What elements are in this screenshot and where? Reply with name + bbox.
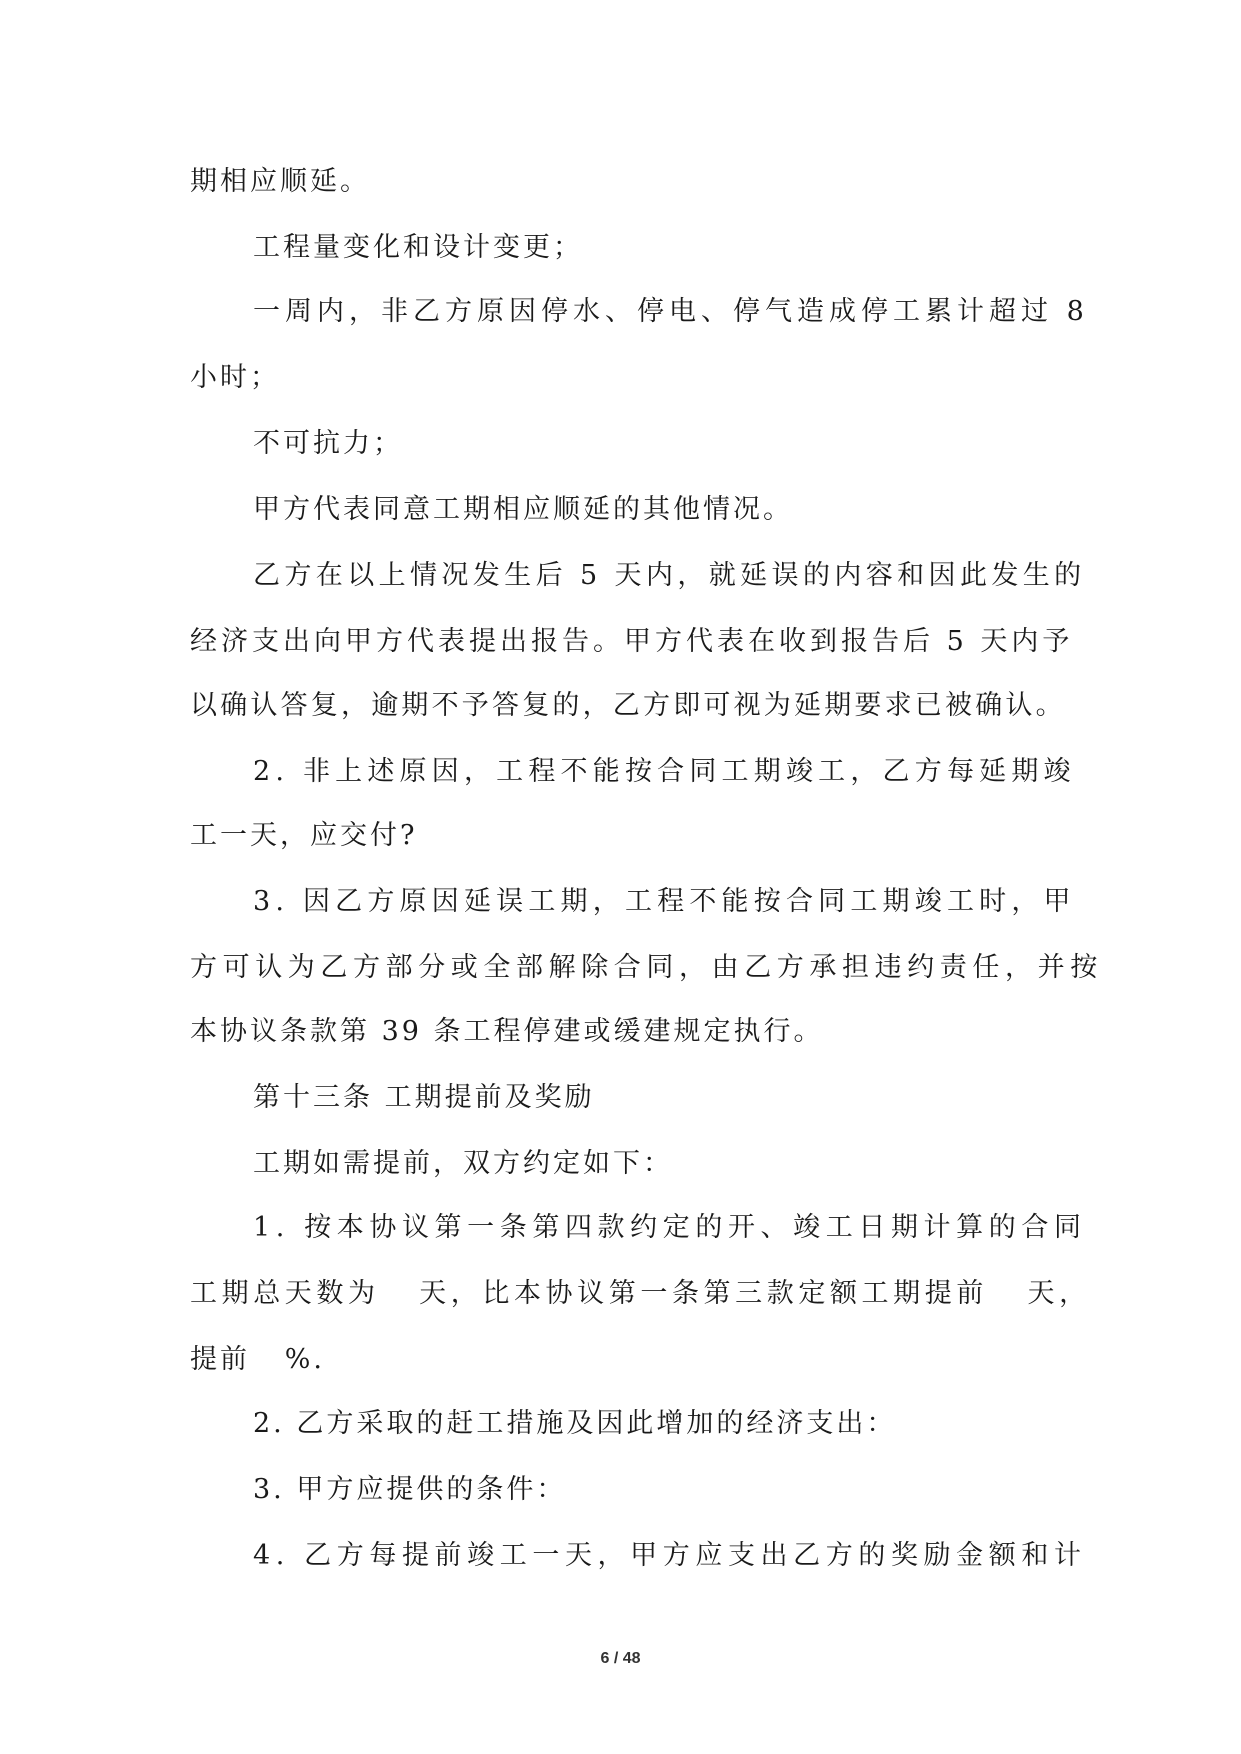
section-heading: 第十三条 工期提前及奖励: [253, 1082, 595, 1113]
text-line: 3. 因乙方原因延误工期，工程不能按合同工期竣工时，甲: [253, 886, 1076, 917]
text-line: 提前 %.: [190, 1344, 325, 1375]
page-number: 6 / 48: [600, 1650, 641, 1667]
text-line: 方可认为乙方部分或全部解除合同，由乙方承担违约责任，并按: [190, 952, 1103, 983]
text-line: 不可抗力；: [253, 428, 403, 459]
text-line: 2. 非上述原因，工程不能按合同工期竣工，乙方每延期竣: [253, 756, 1076, 787]
text-line: 3. 甲方应提供的条件：: [253, 1474, 567, 1505]
text-line: 工期总天数为 天，比本协议第一条第三款定额工期提前 天，: [190, 1278, 1091, 1309]
text-line: 期相应顺延。: [190, 166, 370, 197]
text-line: 小时；: [190, 362, 280, 393]
text-line: 本协议条款第 39 条工程停建或缓建规定执行。: [190, 1016, 824, 1047]
text-line: 甲方代表同意工期相应顺延的其他情况。: [253, 494, 793, 525]
text-line: 4. 乙方每提前竣工一天，甲方应支出乙方的奖励金额和计: [253, 1540, 1087, 1571]
text-line: 2. 乙方采取的赶工措施及因此增加的经济支出：: [253, 1408, 897, 1439]
text-line: 工程量变化和设计变更；: [253, 232, 583, 263]
text-line: 工一天，应交付?: [190, 820, 418, 851]
text-line: 经济支出向甲方代表提出报告。甲方代表在收到报告后 5 天内予: [190, 626, 1074, 657]
text-line: 乙方在以上情况发生后 5 天内，就延误的内容和因此发生的: [253, 560, 1086, 591]
text-line: 工期如需提前，双方约定如下：: [253, 1148, 673, 1179]
text-line: 1. 按本协议第一条第四款约定的开、竣工日期计算的合同: [253, 1212, 1087, 1243]
text-line: 一周内，非乙方原因停水、停电、停气造成停工累计超过 8: [253, 296, 1089, 327]
text-line: 以确认答复，逾期不予答复的，乙方即可视为延期要求已被确认。: [190, 690, 1066, 721]
